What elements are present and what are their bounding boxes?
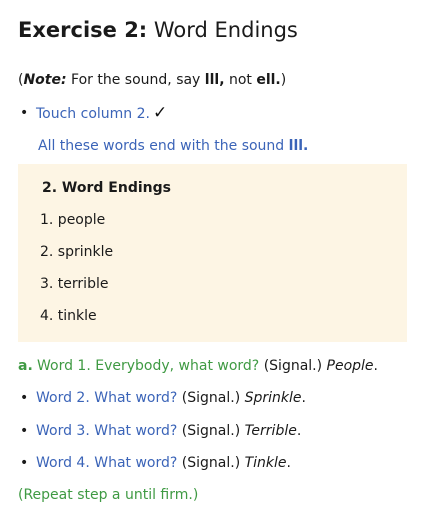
- signal-text: (Signal.): [177, 455, 245, 471]
- bullet: •: [20, 423, 29, 439]
- note-label: Note:: [23, 72, 67, 88]
- bullet: •: [20, 105, 29, 121]
- response-period: .: [286, 455, 291, 471]
- note-sound: lll,: [204, 72, 225, 88]
- response-period: .: [296, 423, 302, 439]
- student-response: People: [326, 358, 374, 374]
- statement-sound: lll.: [288, 138, 309, 154]
- step-letter: a.: [18, 358, 33, 374]
- teacher-statement: [38, 136, 308, 156]
- word-list-title: 2. Word Endings: [42, 180, 171, 196]
- student-response: Terrible: [244, 423, 297, 439]
- exercise-number: Exercise 2:: [18, 18, 148, 42]
- exercise-title: [18, 16, 298, 44]
- bullet: •: [20, 390, 29, 406]
- student-response: Tinkle: [244, 455, 287, 471]
- note-text-1: For the sound, say: [66, 72, 205, 88]
- note-alt-sound: ell.: [256, 72, 281, 88]
- signal-text: (Signal.): [177, 423, 245, 439]
- note-close-paren: ): [280, 72, 287, 88]
- step-prompt: Word 4. What word?: [36, 455, 178, 471]
- student-response: Sprinkle: [244, 390, 302, 406]
- word-item: 1. people: [40, 212, 106, 228]
- word-item: 4. tinkle: [40, 308, 97, 324]
- response-period: .: [373, 358, 378, 374]
- checkmark-icon: ✓: [152, 103, 168, 123]
- note-text-2: not: [224, 72, 257, 88]
- statement-text: All these words end with the sound: [38, 138, 289, 154]
- note-open-paren: (: [18, 72, 24, 88]
- step-prompt: Word 1. Everybody, what word?: [37, 358, 260, 374]
- touch-column-instruction: Touch column 2.: [36, 106, 150, 122]
- step-prompt: Word 3. What word?: [36, 423, 178, 439]
- signal-text: (Signal.): [259, 358, 327, 374]
- word-list-panel: [18, 164, 407, 342]
- word-item: 3. terrible: [40, 276, 109, 292]
- step-prompt: Word 2. What word?: [36, 390, 178, 406]
- response-period: .: [301, 390, 306, 406]
- word-item: 2. sprinkle: [40, 244, 114, 260]
- bullet: •: [20, 455, 29, 471]
- exercise-name: Word Endings: [153, 18, 298, 42]
- repeat-instruction: (Repeat step a until firm.): [18, 487, 199, 503]
- pronunciation-note: [18, 70, 286, 90]
- signal-text: (Signal.): [177, 390, 245, 406]
